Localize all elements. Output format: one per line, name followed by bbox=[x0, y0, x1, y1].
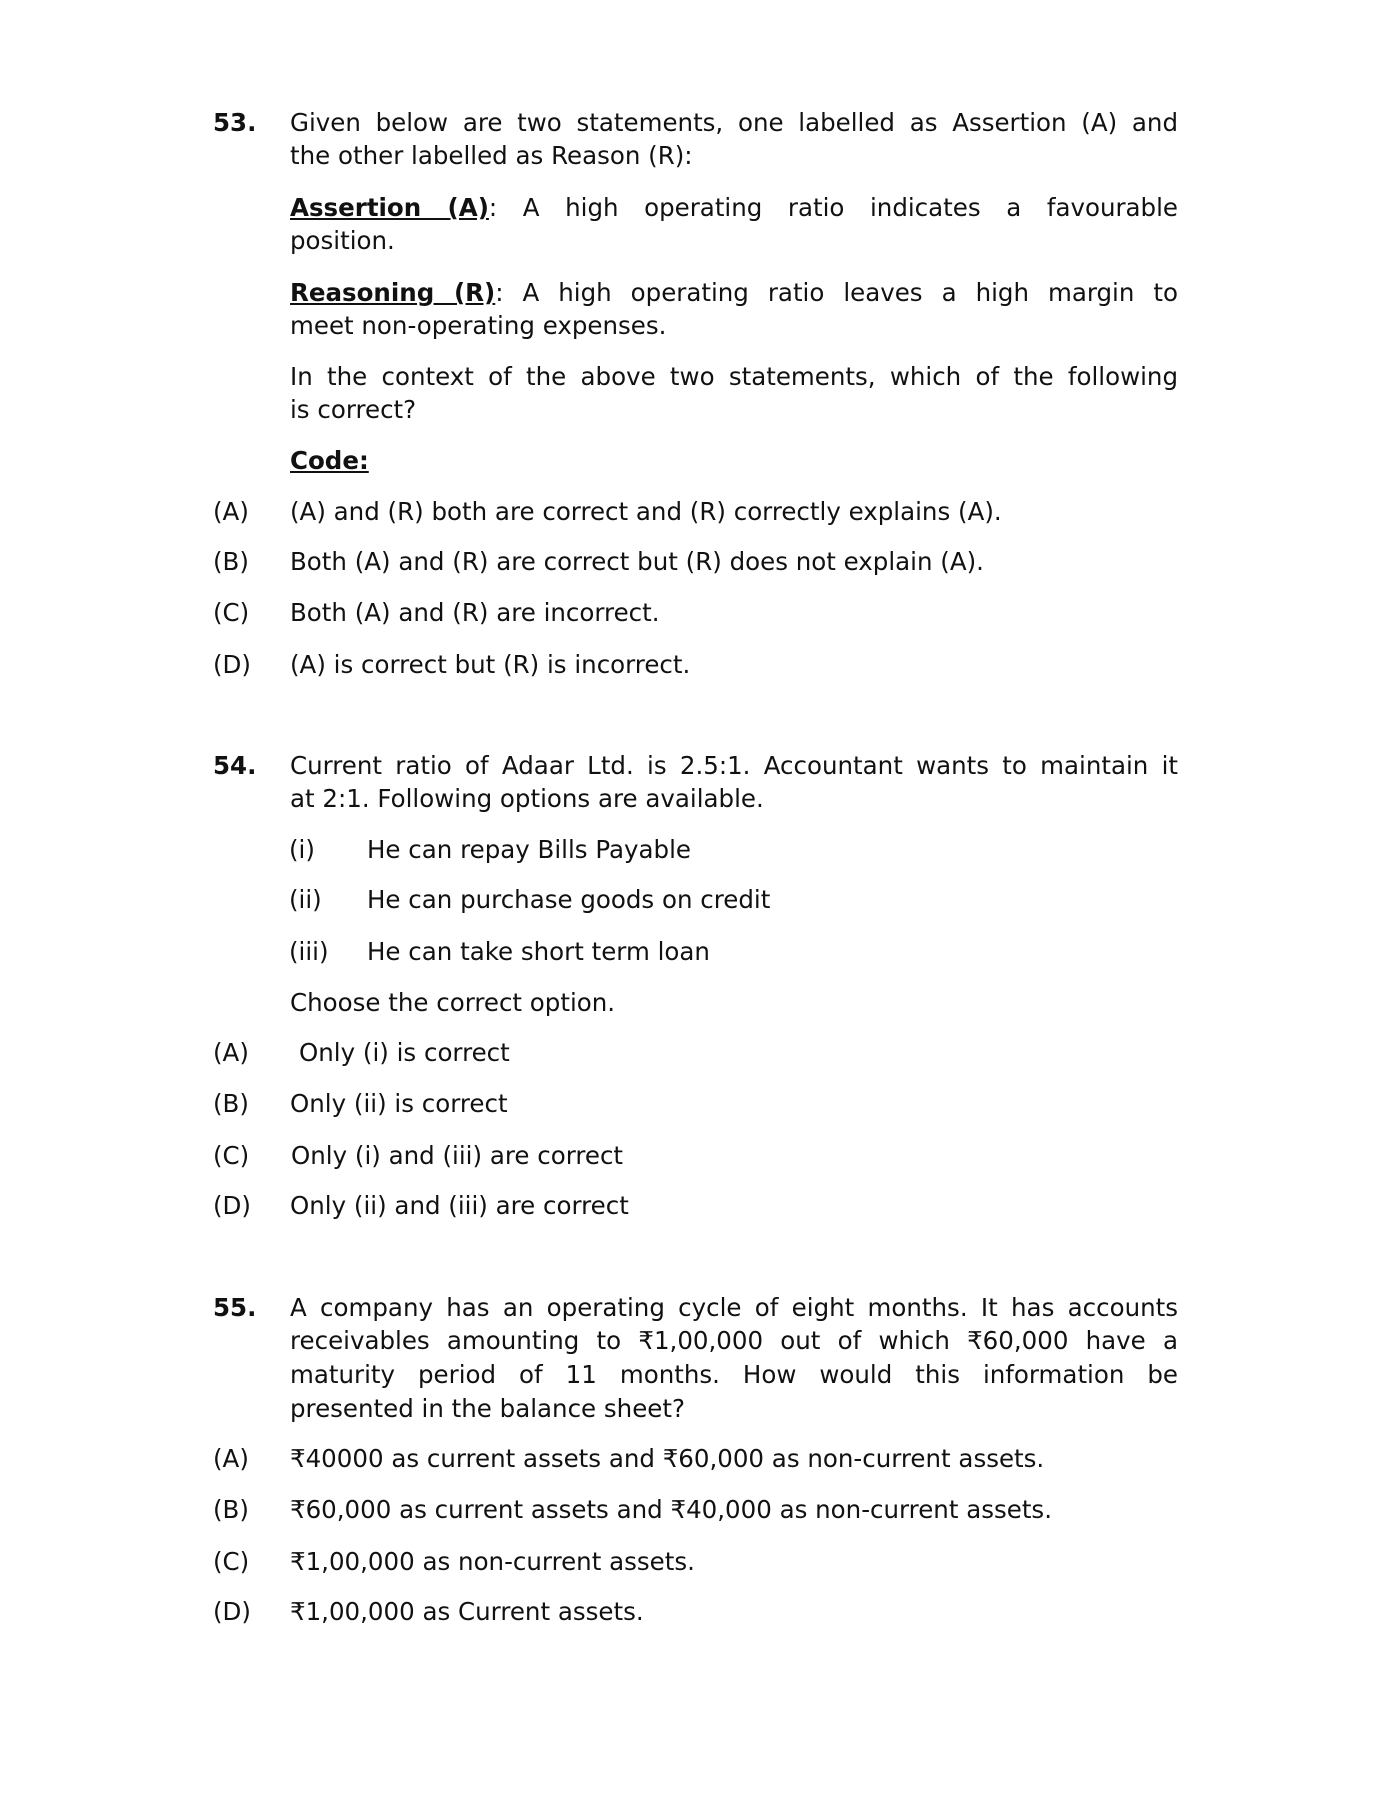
option-label: (B) bbox=[213, 1495, 249, 1524]
option-label: (A) bbox=[213, 497, 249, 526]
option-text: ₹40000 as current assets and ₹60,000 as non-current assets. bbox=[290, 1444, 1045, 1473]
option-label: (A) bbox=[213, 1444, 249, 1473]
option-label: (B) bbox=[213, 547, 249, 576]
sub-item-label: (i) bbox=[289, 835, 315, 864]
sub-item-label: (ii) bbox=[289, 885, 322, 914]
option-label: (D) bbox=[213, 650, 251, 679]
option-text: Both (A) and (R) are incorrect. bbox=[290, 598, 660, 627]
option-text: ₹1,00,000 as non-current assets. bbox=[290, 1547, 695, 1576]
option-text: Only (ii) is correct bbox=[290, 1089, 508, 1118]
option-text: Both (A) and (R) are correct but (R) does not explain (A). bbox=[290, 547, 984, 576]
question-text-line: A company has an operating cycle of eight months. It has accounts bbox=[290, 1293, 1178, 1322]
assertion-text-cont: position. bbox=[290, 226, 395, 255]
option-label: (A) bbox=[213, 1038, 249, 1067]
option-label: (B) bbox=[213, 1089, 249, 1118]
option-text: Only (i) is correct bbox=[299, 1038, 510, 1067]
question-text-line: at 2:1. Following options are available. bbox=[290, 784, 764, 813]
reasoning-text: : A high operating ratio leaves a high margin to bbox=[495, 278, 1178, 307]
question-text-line: Given below are two statements, one labelled as Assertion (A) and bbox=[290, 108, 1178, 137]
sub-item-text: He can take short term loan bbox=[367, 937, 710, 966]
option-text: (A) is correct but (R) is incorrect. bbox=[290, 650, 691, 679]
question-number: 54. bbox=[213, 751, 257, 780]
reasoning-line bbox=[290, 278, 1178, 308]
assertion-label: Assertion (A) bbox=[290, 193, 489, 222]
question-number: 53. bbox=[213, 108, 257, 137]
question-text-line: presented in the balance sheet? bbox=[290, 1394, 685, 1423]
question-text-line: receivables amounting to ₹1,00,000 out of which ₹60,000 have a bbox=[290, 1326, 1178, 1355]
option-text: ₹1,00,000 as Current assets. bbox=[290, 1597, 644, 1626]
question-text-line: maturity period of 11 months. How would this information be bbox=[290, 1360, 1178, 1389]
question-number: 55. bbox=[213, 1293, 257, 1322]
option-label: (D) bbox=[213, 1191, 251, 1220]
sub-item-text: He can repay Bills Payable bbox=[367, 835, 691, 864]
option-text: ₹60,000 as current assets and ₹40,000 as non-current assets. bbox=[290, 1495, 1052, 1524]
option-text: Only (i) and (iii) are correct bbox=[291, 1141, 624, 1170]
option-text: (A) and (R) both are correct and (R) correctly explains (A). bbox=[290, 497, 1002, 526]
option-text: Only (ii) and (iii) are correct bbox=[290, 1191, 629, 1220]
prompt-line: Choose the correct option. bbox=[290, 988, 616, 1017]
reasoning-label: Reasoning (R) bbox=[290, 278, 496, 307]
assertion-line bbox=[290, 193, 1178, 223]
option-label: (C) bbox=[213, 1547, 250, 1576]
question-text-line: the other labelled as Reason (R): bbox=[290, 141, 693, 170]
option-label: (C) bbox=[213, 1141, 250, 1170]
option-label: (D) bbox=[213, 1597, 251, 1626]
code-label: Code: bbox=[290, 446, 369, 475]
option-label: (C) bbox=[213, 598, 250, 627]
prompt-line: is correct? bbox=[290, 395, 417, 424]
assertion-text: : A high operating ratio indicates a favourable bbox=[488, 193, 1178, 222]
prompt-line: In the context of the above two statements, which of the following bbox=[290, 362, 1178, 391]
sub-item-label: (iii) bbox=[289, 937, 329, 966]
reasoning-text-cont: meet non-operating expenses. bbox=[290, 311, 667, 340]
question-text-line: Current ratio of Adaar Ltd. is 2.5:1. Accountant wants to maintain it bbox=[290, 751, 1178, 780]
sub-item-text: He can purchase goods on credit bbox=[367, 885, 771, 914]
